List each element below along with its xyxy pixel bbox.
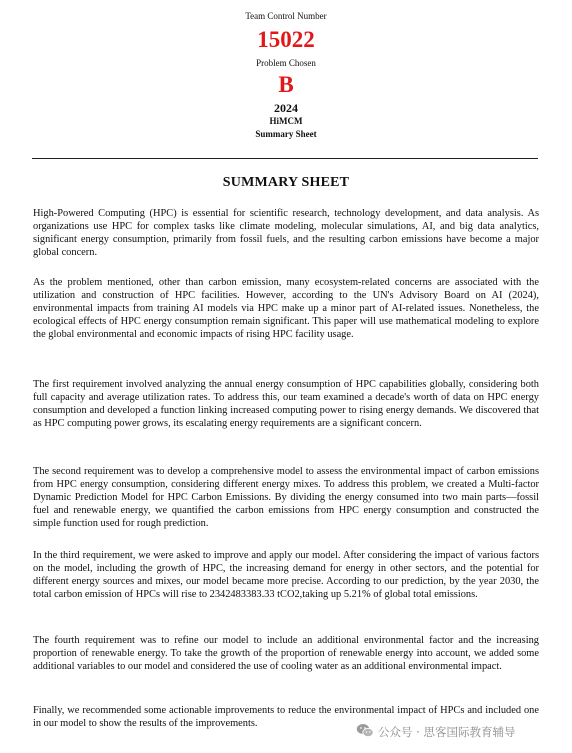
team-control-label: Team Control Number	[245, 11, 327, 21]
paragraph-requirement-1: The first requirement involved analyzing the annual energy consumption of HPC capabilities globally, considering both full capacity and average utilization rates. To address this, our team examined a decade's worth of data on HPC energy consumption and developed a function linking increased computing power to rising energy demands. We discovered that as HPC computing power grows, its escalating energy requirements are a significant concern.	[33, 379, 539, 429]
paragraph-intro: High-Powered Computing (HPC) is essential for scientific research, technology development, and data analysis. As organizations use HPC for complex tasks like climate modeling, molecular simulations, AI, and big data analytics, significant energy consumption, primarily from fossil fuels, and the resulting carbon emissions have become a major global concern.	[33, 208, 539, 258]
wechat-icon	[356, 723, 374, 741]
problem-letter: B	[278, 72, 294, 97]
team-control-number: 15022	[257, 27, 315, 52]
paragraph-concerns: As the problem mentioned, other than carbon emission, many ecosystem-related concerns are associated with the utilization and construction of HPC facilities. However, according to the UN's Advisory Board on AI (2024), environmental impacts from training AI models via HPC make up a minor part of AI-related issues. Nonetheless, the ecological effects of HPC energy consumption remain significant. This paper will use mathematical modeling to explore the global environmental and economic impacts of rising HPC facility usage.	[33, 277, 539, 340]
problem-chosen-label: Problem Chosen	[256, 58, 316, 68]
watermark-text: 公众号 · 思客国际教育辅导	[378, 725, 516, 739]
contest-name: HiMCM	[269, 116, 303, 126]
paragraph-finally: Finally, we recommended some actionable improvements to reduce the environmental impact of HPCs and included one in our model to show the results of the improvements.	[33, 705, 539, 729]
watermark	[356, 721, 515, 743]
paragraph-requirement-3: In the third requirement, we were asked to improve and apply our model. After considering the impact of various factors on the model, including the growth of HPC, the increasing demand for energy in other sectors, and the potential for different energy sources and mixes, our model became more precise. According to our prediction, by the year 2030, the total carbon emission of HPCs will rise to 2342483383.33 tCO2,taking up 5.21% of global total emissions.	[33, 550, 539, 600]
paragraph-requirement-4: The fourth requirement was to refine our model to include an additional environmental factor and the increasing proportion of renewable energy. To take the growth of the proportion of renewable energy into account, we added some additional variables to our model and considered the use of cooling water as an additional environmental impact.	[33, 635, 539, 672]
header-divider	[32, 158, 538, 159]
paragraph-requirement-2: The second requirement was to develop a comprehensive model to assess the environmental impact of carbon emissions from HPC energy consumption, considering different energy mixes. To address this problem, we created a Multi-factor Dynamic Prediction Model for HPC Carbon Emissions. By dividing the energy consumed into two main parts—fossil fuel and renewable energy, we quantified the carbon emissions from HPC energy consumption and constructed the simple function used for rough prediction.	[33, 466, 539, 529]
page-title: SUMMARY SHEET	[222, 175, 350, 190]
sheet-label: Summary Sheet	[255, 129, 317, 139]
contest-year: 2024	[274, 101, 298, 115]
